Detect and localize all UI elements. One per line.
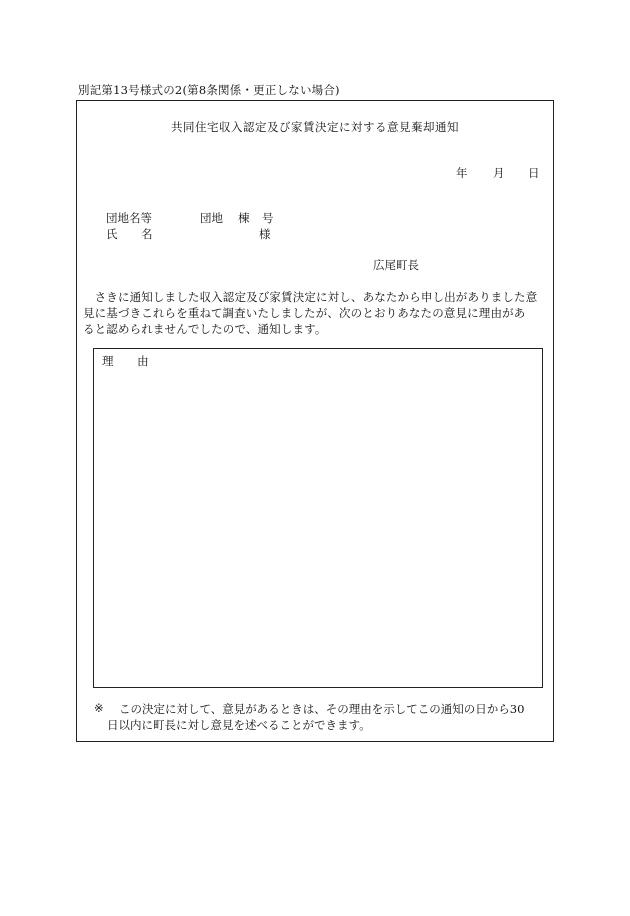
- reason-box: [93, 348, 543, 688]
- document-title: 共同住宅収入認定及び家賃決定に対する意見棄却通知: [171, 120, 459, 134]
- date-year-label: 年: [456, 166, 468, 180]
- date-day-label: 日: [528, 166, 540, 180]
- note-line: 日以内に町長に対し意見を述べることができます。: [107, 718, 371, 732]
- form-reference: 別記第13号様式の2(第8条関係・更正しない場合): [78, 83, 340, 97]
- note-text: [107, 701, 545, 733]
- building-label: 棟: [238, 211, 250, 225]
- danchi-label: 団地: [200, 211, 223, 225]
- reason-label: 理 由: [102, 354, 159, 368]
- honorific-label: 様: [259, 227, 271, 241]
- notice-body: [83, 289, 549, 337]
- notice-body-line: ると認められませんでしたので、通知します。: [83, 322, 327, 336]
- note-line: この決定に対して、意見があるときは、その理由を示してこの通知の日から30: [119, 702, 525, 716]
- sender-title: 広尾町長: [373, 258, 419, 272]
- note-mark: ※: [94, 701, 104, 715]
- danchi-name-label: 団地名等: [106, 211, 152, 225]
- notice-frame: [76, 100, 554, 742]
- notice-body-line: 見に基づきこれらを重ねて調査いたしましたが、次のとおりあなたの意見に理由があ: [83, 306, 526, 320]
- date-month-label: 月: [493, 166, 505, 180]
- given-name-label: 名: [141, 227, 153, 241]
- notice-body-line: さきに通知しました収入認定及び家賃決定に対し、あなたから申し出がありました意: [94, 290, 538, 304]
- number-label: 号: [262, 211, 274, 225]
- surname-label: 氏: [106, 227, 118, 241]
